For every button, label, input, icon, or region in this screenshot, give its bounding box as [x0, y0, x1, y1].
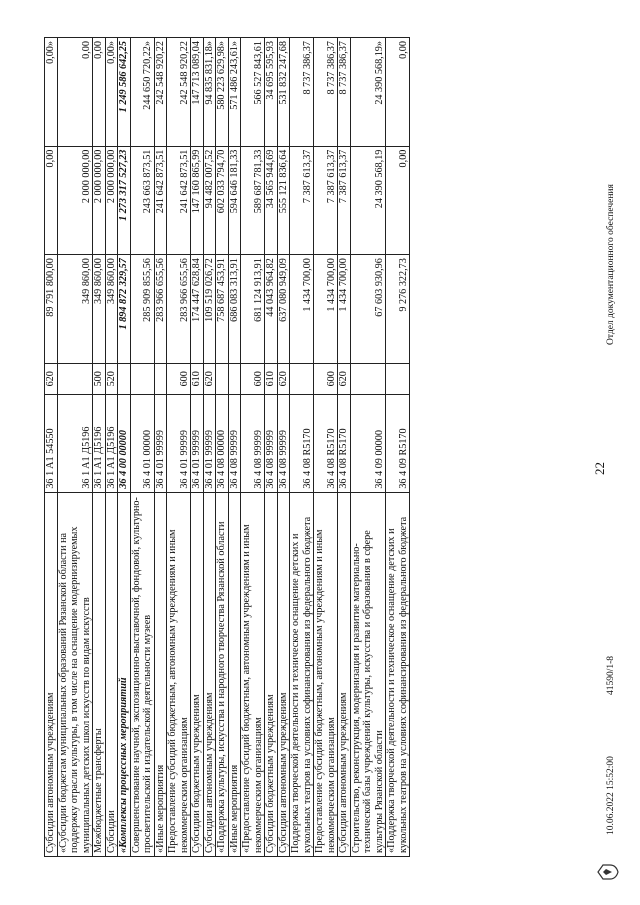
row-value-2023: 7 387 613,37 — [314, 146, 338, 255]
row-code: 36 4 01 99999 — [167, 394, 191, 492]
row-value-2024: 24 390 568,19» — [350, 38, 386, 147]
row-value-2023: 0,00 — [45, 146, 58, 255]
row-value-2023: 2 000 000,00 — [93, 146, 106, 255]
table-row — [154, 38, 167, 857]
row-code: 36 4 08 R5170 — [290, 394, 314, 492]
row-value-2022: 9 276 322,73 — [386, 255, 410, 364]
row-value-2022: 174 447 628,84 — [191, 255, 204, 364]
row-code: 36 1 A1 Д5196 — [57, 394, 93, 492]
table-row — [216, 38, 229, 857]
row-value-2024: 244 650 720,22» — [130, 38, 154, 147]
row-vr: 610 — [191, 363, 204, 394]
row-vr: 520 — [105, 363, 118, 394]
table-row — [241, 38, 265, 857]
table-row — [350, 38, 386, 857]
row-code: 36 4 01 99999 — [203, 394, 216, 492]
row-name: Субсидии автономным учреждениям — [203, 492, 216, 856]
row-code: 36 4 00 00000 — [118, 394, 131, 492]
row-value-2022: 283 966 655,56 — [167, 255, 191, 364]
row-code: 36 4 08 99999 — [265, 394, 278, 492]
row-name: «Иные мероприятия — [154, 492, 167, 856]
row-value-2023: 555 121 836,64 — [277, 146, 290, 255]
row-vr — [228, 363, 241, 394]
table-row — [118, 38, 131, 857]
row-value-2022: 758 687 453,91 — [216, 255, 229, 364]
row-name: «Предоставление субсидий бюджетным, автономным учреждениям и иным некоммерческим организациям — [241, 492, 265, 856]
row-vr: 600 — [167, 363, 191, 394]
row-value-2024: 242 548 920,22 — [167, 38, 191, 147]
row-value-2024: 531 832 247,68 — [277, 38, 290, 147]
row-name: Строительство, реконструкция, модернизация и развитие материально-технической базы учреждений культуры, искусства и образования в сфере культуры Рязанской области — [350, 492, 386, 856]
row-value-2023: 602 033 794,70 — [216, 146, 229, 255]
table-row — [167, 38, 191, 857]
row-name: Совершенствование научной, экспозиционно-выставочной, фондовой, культурно-просветительской и издательской деятельности музеев — [130, 492, 154, 856]
table-row — [277, 38, 290, 857]
table-row — [191, 38, 204, 857]
row-value-2022: 349 860,00 — [93, 255, 106, 364]
row-vr: 620 — [45, 363, 58, 394]
footer-dept: Отдел документационного обеспечения — [606, 184, 616, 345]
row-vr — [154, 363, 167, 394]
row-value-2022: 349 860,00 — [57, 255, 93, 364]
row-code: 36 1 A1 54550 — [45, 394, 58, 492]
row-value-2023: 7 387 613,37 — [290, 146, 314, 255]
row-value-2024: 8 737 386,37 — [314, 38, 338, 147]
row-value-2024: 571 486 243,61» — [228, 38, 241, 147]
row-value-2023: 94 482 007,52 — [203, 146, 216, 255]
row-value-2024: 94 835 831,18» — [203, 38, 216, 147]
row-name: Субсидии — [105, 492, 118, 856]
row-name: Субсидии автономным учреждениям — [45, 492, 58, 856]
row-value-2023: 1 273 317 527,23 — [118, 146, 131, 255]
row-value-2024: 34 695 595,93 — [265, 38, 278, 147]
row-name: «Поддержка культуры, искусства и народного творчества Рязанской области — [216, 492, 229, 856]
row-name: Предоставление субсидий бюджетным, автономным учреждениям и иным некоммерческим организациям — [167, 492, 191, 856]
table-row — [105, 38, 118, 857]
row-name: «Поддержка творческой деятельности и техническое оснащение детских и кукольных театров на условиях софинансирования из федерального бюджета — [386, 492, 410, 856]
row-vr — [118, 363, 131, 394]
table-row — [265, 38, 278, 857]
footer-timestamp: 10.06.2022 15:52:00 — [606, 756, 616, 835]
row-value-2022: 67 603 930,96 — [350, 255, 386, 364]
row-code: 36 4 01 99999 — [154, 394, 167, 492]
row-code: 36 4 08 R5170 — [314, 394, 338, 492]
row-value-2023: 241 642 873,51 — [167, 146, 191, 255]
row-name: «Субсидии бюджетам муниципальных образований Рязанской области на поддержку отрасли культуры, в том числе на оснащение модернизируемых муниципальных детских школ искусств по видам искусств — [57, 492, 93, 856]
table-row — [386, 38, 410, 857]
row-value-2022: 637 080 949,09 — [277, 255, 290, 364]
row-value-2024: 147 713 089,04 — [191, 38, 204, 147]
table-row — [290, 38, 314, 857]
row-value-2022: 1 894 872 329,57 — [118, 255, 131, 364]
row-code: 36 4 01 99999 — [191, 394, 204, 492]
row-vr: 620 — [277, 363, 290, 394]
row-name: Субсидии автономным учреждениям — [277, 492, 290, 856]
row-value-2024: 0,00 — [93, 38, 106, 147]
row-value-2024: 0,00 — [57, 38, 93, 147]
row-value-2023: 34 565 944,69 — [265, 146, 278, 255]
row-value-2023: 24 390 568,19 — [350, 146, 386, 255]
row-name: Межбюджетные трансферты — [93, 492, 106, 856]
table-row — [228, 38, 241, 857]
row-code: 36 4 08 99999 — [277, 394, 290, 492]
row-vr: 620 — [203, 363, 216, 394]
row-vr: 610 — [265, 363, 278, 394]
row-vr — [386, 363, 410, 394]
row-vr — [216, 363, 229, 394]
row-code: 36 1 A1 Д5196 — [105, 394, 118, 492]
row-value-2022: 681 124 913,91 — [241, 255, 265, 364]
row-value-2022: 285 909 855,56 — [130, 255, 154, 364]
page-number: 22 — [592, 462, 607, 475]
row-value-2023: 241 642 873,51 — [154, 146, 167, 255]
row-vr — [57, 363, 93, 394]
row-code: 36 4 08 99999 — [241, 394, 265, 492]
row-value-2023: 7 387 613,37 — [338, 146, 351, 255]
footer-doc-id: 41590/1-8 — [606, 655, 616, 695]
row-value-2024: 8 737 386,37 — [290, 38, 314, 147]
row-code: 36 4 08 R5170 — [338, 394, 351, 492]
row-value-2024: 0,00» — [45, 38, 58, 147]
table-row — [203, 38, 216, 857]
table-row — [338, 38, 351, 857]
table-row — [45, 38, 58, 857]
row-vr — [290, 363, 314, 394]
table-row — [130, 38, 154, 857]
row-code: 36 4 08 00000 — [216, 394, 229, 492]
row-value-2024: 566 527 843,61 — [241, 38, 265, 147]
row-value-2024: 0,00 — [386, 38, 410, 147]
row-name: Предоставление субсидий бюджетным, автономным учреждениям и иным некоммерческим организациям — [314, 492, 338, 856]
row-name: Субсидии автономным учреждениям — [338, 492, 351, 856]
budget-table — [44, 37, 410, 857]
row-code: 36 4 08 99999 — [228, 394, 241, 492]
emblem-icon — [596, 861, 620, 883]
row-value-2022: 44 043 964,82 — [265, 255, 278, 364]
row-code: 36 4 01 00000 — [130, 394, 154, 492]
row-value-2023: 0,00 — [386, 146, 410, 255]
row-value-2022: 283 966 655,56 — [154, 255, 167, 364]
row-code: 36 4 09 00000 — [350, 394, 386, 492]
row-value-2023: 2 000 000,00 — [105, 146, 118, 255]
row-vr — [350, 363, 386, 394]
row-code: 36 4 09 R5170 — [386, 394, 410, 492]
row-value-2022: 109 519 026,72 — [203, 255, 216, 364]
row-vr — [130, 363, 154, 394]
row-name: Субсидии бюджетным учреждениям — [191, 492, 204, 856]
row-vr: 600 — [314, 363, 338, 394]
row-value-2023: 589 687 781,33 — [241, 146, 265, 255]
row-vr: 500 — [93, 363, 106, 394]
row-value-2022: 1 434 700,00 — [314, 255, 338, 364]
row-value-2022: 686 083 313,91 — [228, 255, 241, 364]
row-value-2023: 147 160 865,99 — [191, 146, 204, 255]
row-value-2024: 8 737 386,37 — [338, 38, 351, 147]
row-value-2022: 1 434 700,00 — [338, 255, 351, 364]
table-row — [314, 38, 338, 857]
row-vr: 600 — [241, 363, 265, 394]
row-vr: 620 — [338, 363, 351, 394]
row-value-2024: 1 249 586 642,25 — [118, 38, 131, 147]
row-name: «Иные мероприятия — [228, 492, 241, 856]
row-value-2023: 594 646 181,33 — [228, 146, 241, 255]
row-value-2024: 0,00» — [105, 38, 118, 147]
row-value-2024: 580 223 629,98» — [216, 38, 229, 147]
row-value-2023: 2 000 000,00 — [57, 146, 93, 255]
row-name: Поддержка творческой деятельности и техническое оснащение детских и кукольных театров на условиях софинансирования из федерального бюджета — [290, 492, 314, 856]
table-row — [93, 38, 106, 857]
row-value-2023: 243 663 873,51 — [130, 146, 154, 255]
row-value-2024: 242 548 920,22 — [154, 38, 167, 147]
row-name: Субсидии бюджетным учреждениям — [265, 492, 278, 856]
row-code: 36 1 A1 Д5196 — [93, 394, 106, 492]
row-value-2022: 349 860,00 — [105, 255, 118, 364]
row-value-2022: 1 434 700,00 — [290, 255, 314, 364]
row-name: «Комплексы процессных мероприятий — [118, 492, 131, 856]
table-row — [57, 38, 93, 857]
row-value-2022: 89 791 800,00 — [45, 255, 58, 364]
